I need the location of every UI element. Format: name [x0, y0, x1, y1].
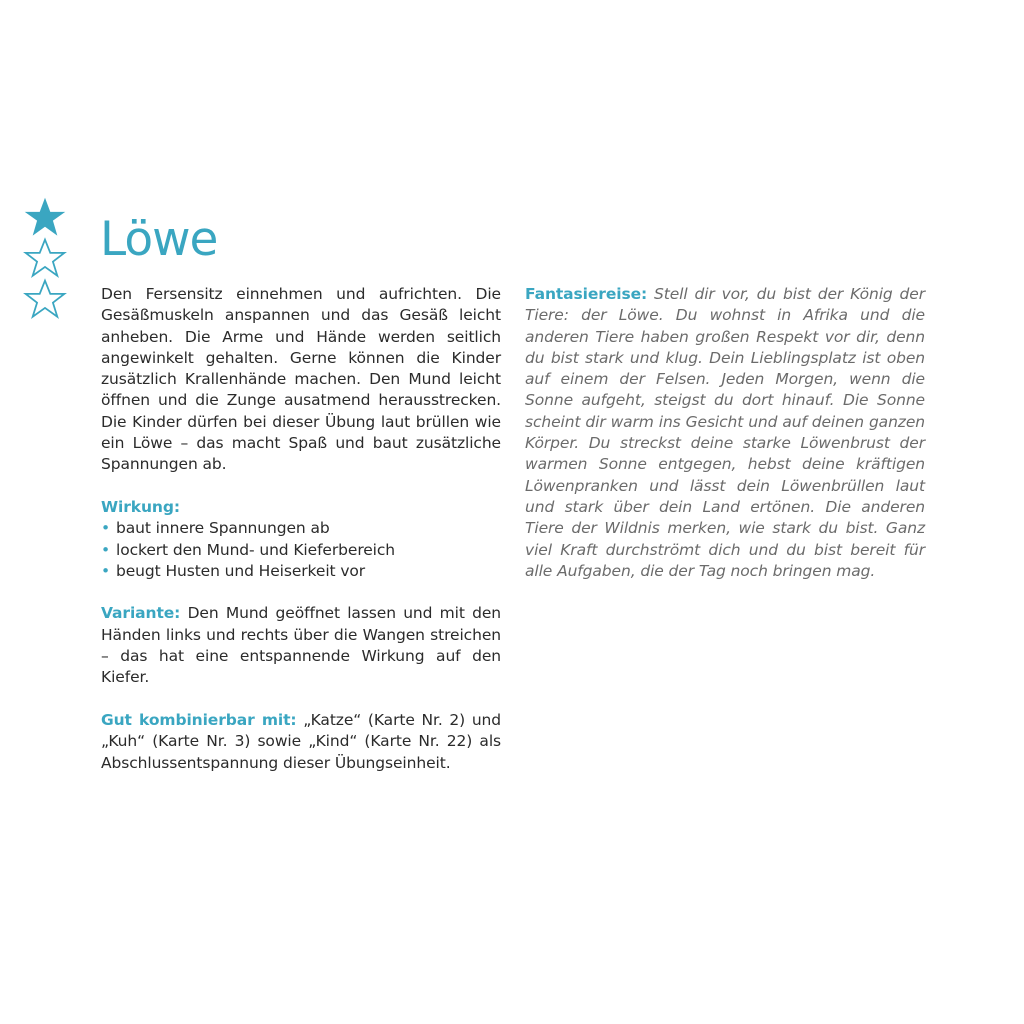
instructions-column: [101, 284, 501, 774]
list-item: • beugt Husten und Heiserkeit vor: [101, 561, 501, 582]
wirkung-list: [101, 518, 501, 582]
wirkung-heading: Wirkung:: [101, 497, 180, 516]
list-item: • baut innere Spannungen ab: [101, 518, 501, 539]
star-outline-icon: [23, 278, 67, 322]
fantasy-journey-column: [525, 284, 925, 582]
kombi-paragraph: [101, 710, 501, 774]
variante-text: Den Mund geöffnet lassen und mit den Händen links und rechts über die Wangen streichen – das hat eine entspannende Wirkung auf den Kiefer.: [101, 604, 502, 687]
difficulty-rating: [23, 196, 69, 319]
kombi-label: Gut kombinierbar mit:: [101, 710, 297, 729]
fantasie-label: Fantasiereise:: [525, 285, 648, 303]
fantasie-text: Stell dir vor, du bist der König der Tiere: der Löwe. Du wohnst in Afrika und die anderen Tiere haben großen Respekt vor dir, denn du bist stark und klug. Dein Lieblingsplatz ist oben auf einem der Felsen. Jeden Morgen, wenn die Sonne aufgeht, steigst du dort hinauf. Die Sonne scheint dir warm ins Gesicht und auf deinen ganzen Körper. Du streckst deine starke Löwenbrust der warmen Sonne entgegen, hebst deine kräftigen Löwenpranken und lässt dein Löwenbrüllen laut und stark über dein Land ertönen. Die anderen Tiere der Wildnis merken, wie stark du bist. Ganz viel Kraft durchströmt dich und du bist bereit für alle Aufgaben, die der Tag noch bringen mag.: [525, 285, 926, 580]
intro-paragraph: Den Fersensitz einnehmen und aufrichten. Die Gesäßmuskeln anspannen und das Gesäß leicht anheben. Die Arme und Hände werden seitlich angewinkelt gehalten. Gerne können die Kinder zusätzlich Krallenhände machen. Den Mund leicht öffnen und die Zunge ausatmend herausstrecken. Die Kinder dürfen bei dieser Übung laut brüllen wie ein Löwe – das macht Spaß und baut zusätzliche Spannungen ab.: [101, 285, 501, 474]
star-outline-icon: [23, 237, 67, 281]
list-item: • lockert den Mund- und Kieferbereich: [101, 540, 501, 561]
star-filled-icon: [23, 196, 67, 240]
page-title: Löwe: [100, 212, 218, 267]
variante-paragraph: [101, 603, 501, 688]
kombi-text: „Katze“ (Karte Nr. 2) und „Kuh“ (Karte Nr. 3) sowie „Kind“ (Karte Nr. 22) als Abschlussentspannung dieser Übungseinheit.: [101, 710, 502, 772]
variante-label: Variante:: [101, 604, 181, 623]
fantasie-paragraph: [525, 284, 925, 582]
